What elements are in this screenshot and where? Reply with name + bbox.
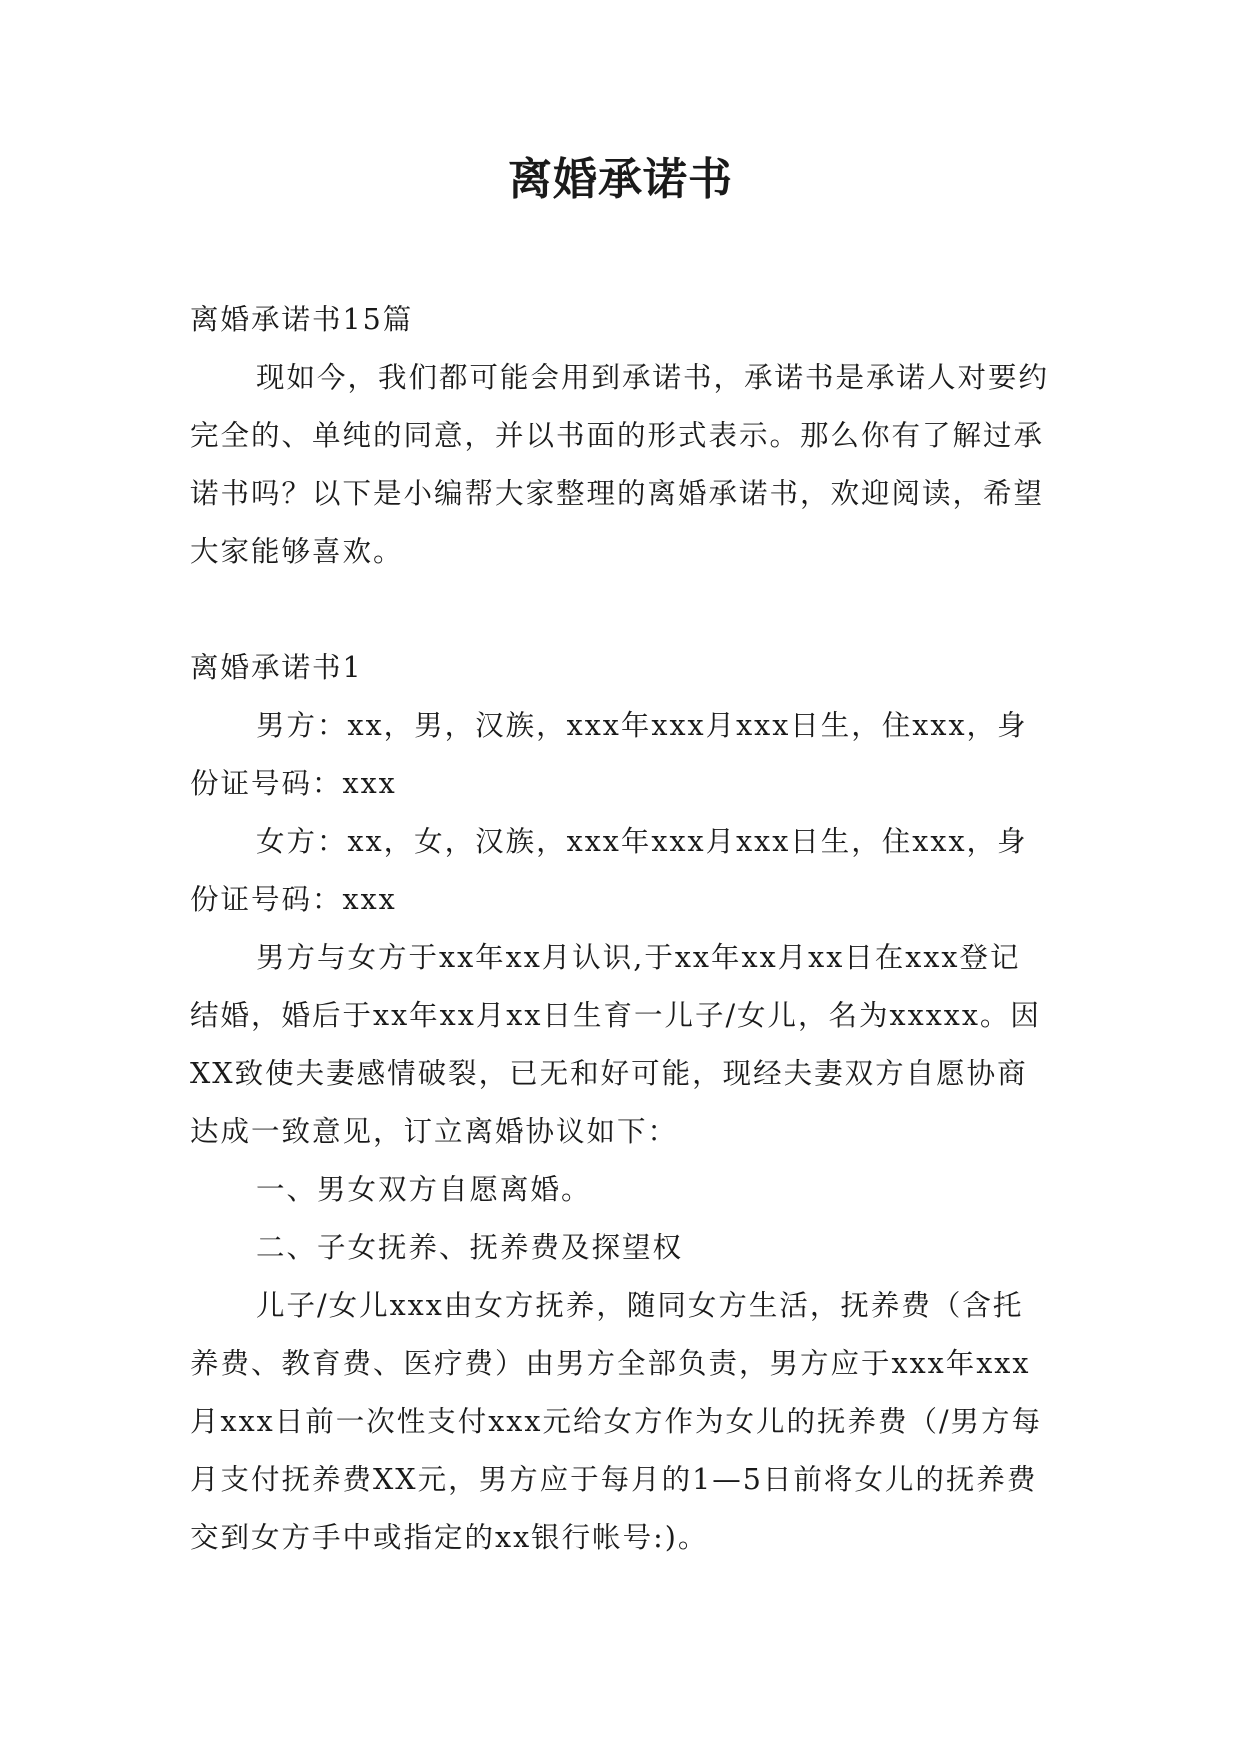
clause-1-paragraph: 一、男女双方自愿离婚。 — [256, 1173, 592, 1206]
clause-2-heading: 二、子女抚养、抚养费及探望权 — [256, 1231, 684, 1264]
child-support-paragraph: 儿子/女儿xxx由女方抚养，随同女方生活，抚养费（含托养费、教育费、医疗费）由男方全部负责，男方应于xxx年xxx月xxx日前一次性支付xxx元给女方作为女儿的抚养费（/男方每月支付抚养费XX元，男方应于每月的1—5日前将女儿的抚养费交到女方手中或指定的xx银行帐号:)。 — [190, 1289, 1043, 1554]
document-subtitle: 离婚承诺书15篇 — [190, 303, 414, 336]
intro-paragraph: 现如今，我们都可能会用到承诺书，承诺书是承诺人对要约完全的、单纯的同意，并以书面的形式表示。那么你有了解过承诺书吗？以下是小编帮大家整理的离婚承诺书，欢迎阅读，希望大家能够喜欢。 — [190, 361, 1050, 568]
section-heading: 离婚承诺书1 — [190, 651, 363, 684]
party-female-paragraph: 女方：xx，女，汉族，xxx年xxx月xxx日生，住xxx，身份证号码：xxx — [190, 825, 1028, 916]
marriage-background-paragraph: 男方与女方于xx年xx月认识,于xx年xx月xx日在xxx登记结婚，婚后于xx年xx月xx日生育一儿子/女儿，名为xxxxx。因XX致使夫妻感情破裂，已无和好可能，现经夫妻双方自愿协商达成一致意见，订立离婚协议如下： — [190, 941, 1041, 1148]
document-title: 离婚承诺书 — [508, 154, 733, 205]
document-body — [190, 291, 1050, 1567]
party-male-paragraph: 男方：xx，男，汉族，xxx年xxx月xxx日生，住xxx，身份证号码：xxx — [190, 709, 1028, 800]
section-spacer — [190, 581, 1050, 639]
